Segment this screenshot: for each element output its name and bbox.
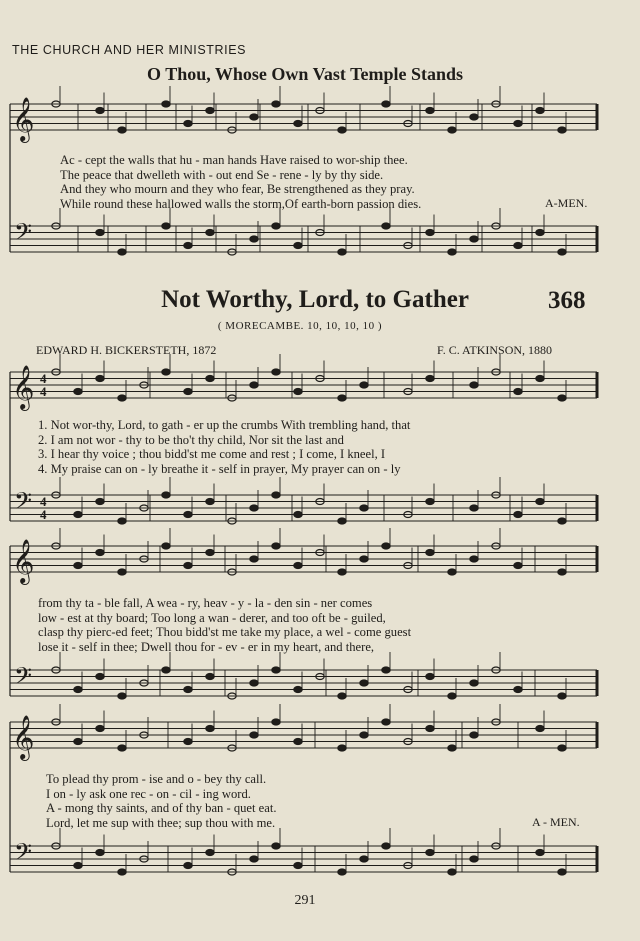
note-head <box>206 230 214 236</box>
hymn2-system3-verses <box>46 772 277 830</box>
note-head <box>162 223 170 229</box>
note-head <box>272 719 280 725</box>
hymn2-verse-line: A - mong thy saints, and of thy ban - quet eat. <box>46 801 277 815</box>
note-head <box>118 127 126 133</box>
note-head <box>250 556 258 562</box>
note-head <box>294 739 302 745</box>
hymn2-verse-line: clasp thy pierc-ed feet; Thou bidd'st me take my place, a wel - come guest <box>38 625 412 639</box>
note-head <box>184 863 192 869</box>
note-head <box>162 543 170 549</box>
note-head <box>382 667 390 673</box>
hymn2-verse-line: 2. I am not wor - thy to be tho't thy child, Nor sit the last and <box>38 432 344 447</box>
hymn1-verse-2: The peace that dwelleth with - out end Se - rene - ly by thy side. <box>60 167 384 182</box>
hymn2-amen: A - MEN. <box>532 815 580 829</box>
note-head <box>426 674 434 680</box>
note-head <box>96 230 104 236</box>
note-head <box>536 108 544 114</box>
treble-clef-icon: 𝄞 <box>12 715 35 759</box>
note-head <box>426 108 434 114</box>
note-head <box>184 121 192 127</box>
note-head <box>470 382 478 388</box>
note-head <box>294 121 302 127</box>
hymn1-verse-1: Ac - cept the walls that hu - man hands Have raised to wor-ship thee. <box>60 153 408 167</box>
note-head <box>118 693 126 699</box>
note-head <box>338 745 346 751</box>
note-head <box>470 236 478 242</box>
note-head <box>250 114 258 120</box>
time-signature: 4 <box>40 507 47 522</box>
hymn1-verse-4: While round these hallowed walls the storm,Of earth-born passion dies. <box>60 196 422 211</box>
hymn2-system1-verses <box>38 418 410 476</box>
note-head <box>558 127 566 133</box>
note-head <box>162 492 170 498</box>
note-head <box>206 674 214 680</box>
note-head <box>448 693 456 699</box>
note-head <box>514 121 522 127</box>
note-head <box>360 856 368 862</box>
note-head <box>118 569 126 575</box>
note-head <box>294 243 302 249</box>
note-head <box>250 732 258 738</box>
note-head <box>184 512 192 518</box>
note-head <box>360 505 368 511</box>
note-head <box>96 726 104 732</box>
note-head <box>162 667 170 673</box>
note-head <box>118 518 126 524</box>
note-head <box>470 505 478 511</box>
note-head <box>272 667 280 673</box>
hymn2-verse-line: To plead thy prom - ise and o - bey thy call. <box>46 772 267 786</box>
hymn2-verse-line: Lord, let me sup with thee; sup thou with me. <box>46 815 276 830</box>
note-head <box>272 369 280 375</box>
note-head <box>448 569 456 575</box>
note-head <box>470 114 478 120</box>
note-head <box>448 249 456 255</box>
time-signature: 4 <box>40 384 47 399</box>
note-head <box>74 389 82 395</box>
note-head <box>426 850 434 856</box>
note-head <box>250 382 258 388</box>
note-head <box>74 687 82 693</box>
hymn2-verse-line: low - est at thy board; Too long a wan - derer, and too oft be - guiled, <box>38 610 386 625</box>
note-head <box>294 563 302 569</box>
bass-clef-icon: 𝄢 <box>14 838 33 871</box>
note-head <box>470 556 478 562</box>
note-head <box>426 230 434 236</box>
note-head <box>360 680 368 686</box>
time-signature: 4 <box>40 494 47 509</box>
hymn1-title: O Thou, Whose Own Vast Temple Stands <box>147 64 463 84</box>
note-head <box>272 492 280 498</box>
tune-name: ( MORECAMBE. 10, 10, 10, 10 ) <box>217 320 383 332</box>
note-head <box>250 680 258 686</box>
hymn2-title: Not Worthy, Lord, to Gather <box>161 286 469 313</box>
note-head <box>382 719 390 725</box>
note-head <box>448 127 456 133</box>
note-head <box>426 376 434 382</box>
note-head <box>96 376 104 382</box>
note-head <box>470 856 478 862</box>
note-head <box>118 869 126 875</box>
treble-clef-icon: 𝄞 <box>12 97 35 141</box>
composer-credit: F. C. ATKINSON, 1880 <box>437 343 553 357</box>
note-head <box>74 512 82 518</box>
hymn2-verse-line: I on - ly ask one rec - on - cil - ing word. <box>46 786 251 801</box>
note-head <box>206 726 214 732</box>
note-head <box>184 389 192 395</box>
note-head <box>536 230 544 236</box>
note-head <box>360 556 368 562</box>
note-head <box>558 869 566 875</box>
note-head <box>338 395 346 401</box>
note-head <box>118 395 126 401</box>
hymn2-verse-line: 4. My praise can on - ly breathe it - self in prayer, My prayer can on - ly <box>38 461 401 476</box>
note-head <box>206 850 214 856</box>
note-head <box>558 569 566 575</box>
note-head <box>426 499 434 505</box>
note-head <box>536 499 544 505</box>
note-head <box>360 382 368 388</box>
note-head <box>558 518 566 524</box>
note-head <box>206 499 214 505</box>
note-head <box>294 687 302 693</box>
note-head <box>272 843 280 849</box>
note-head <box>118 249 126 255</box>
note-head <box>272 543 280 549</box>
note-head <box>206 108 214 114</box>
note-head <box>184 687 192 693</box>
note-head <box>118 745 126 751</box>
note-head <box>74 739 82 745</box>
note-head <box>536 726 544 732</box>
hymn2-verse-line: 3. I hear thy voice ; thou bidd'st me come and rest ; I come, I kneel, I <box>38 447 386 461</box>
hymn-number: 368 <box>548 287 586 314</box>
note-head <box>74 863 82 869</box>
note-head <box>470 680 478 686</box>
note-head <box>250 856 258 862</box>
note-head <box>558 395 566 401</box>
note-head <box>162 369 170 375</box>
note-head <box>96 850 104 856</box>
note-head <box>96 674 104 680</box>
note-head <box>294 863 302 869</box>
bass-clef-icon: 𝄢 <box>14 662 33 695</box>
hymn2-verse-line: from thy ta - ble fall, A wea - ry, heav - y - la - den sin - ner comes <box>38 596 373 610</box>
hymn2-verse-line: lose it - self in thee; Dwell thou for - ev - er in my heart, and there, <box>38 639 375 654</box>
note-head <box>448 869 456 875</box>
note-head <box>514 563 522 569</box>
note-head <box>514 687 522 693</box>
note-head <box>184 243 192 249</box>
note-head <box>338 869 346 875</box>
note-head <box>558 249 566 255</box>
note-head <box>96 108 104 114</box>
hymn2-system2-verses <box>38 596 411 654</box>
note-head <box>426 726 434 732</box>
note-head <box>382 101 390 107</box>
bass-clef-icon: 𝄢 <box>14 218 33 251</box>
note-head <box>558 745 566 751</box>
note-head <box>272 223 280 229</box>
note-head <box>514 389 522 395</box>
note-head <box>558 693 566 699</box>
note-head <box>206 550 214 556</box>
note-head <box>96 550 104 556</box>
hymn1-verses <box>60 153 421 211</box>
note-head <box>96 499 104 505</box>
note-head <box>536 376 544 382</box>
note-head <box>206 376 214 382</box>
note-head <box>338 693 346 699</box>
note-head <box>382 843 390 849</box>
note-head <box>470 732 478 738</box>
note-head <box>426 550 434 556</box>
note-head <box>294 512 302 518</box>
note-head <box>250 236 258 242</box>
section-title: THE CHURCH AND HER MINISTRIES <box>12 43 247 57</box>
note-head <box>382 543 390 549</box>
note-head <box>514 512 522 518</box>
note-head <box>184 563 192 569</box>
note-head <box>360 732 368 738</box>
note-head <box>272 101 280 107</box>
note-head <box>536 850 544 856</box>
note-head <box>250 505 258 511</box>
hymn1-amen: A-MEN. <box>545 196 588 210</box>
time-signature: 4 <box>40 371 47 386</box>
note-head <box>448 745 456 751</box>
note-head <box>162 101 170 107</box>
hymn1-verse-3: And they who mourn and they who fear, Be strengthened as they pray. <box>60 182 415 196</box>
page-number: 291 <box>294 893 316 908</box>
hymn2-verse-line: 1. Not wor-thy, Lord, to gath - er up the crumbs With trembling hand, that <box>38 418 411 432</box>
note-head <box>514 243 522 249</box>
note-head <box>184 739 192 745</box>
treble-clef-icon: 𝄞 <box>12 539 35 583</box>
bass-clef-icon: 𝄢 <box>14 487 33 520</box>
note-head <box>74 563 82 569</box>
treble-clef-icon: 𝄞 <box>12 365 35 409</box>
note-head <box>338 127 346 133</box>
note-head <box>338 249 346 255</box>
note-head <box>338 569 346 575</box>
author-credit: EDWARD H. BICKERSTETH, 1872 <box>36 343 217 357</box>
note-head <box>338 518 346 524</box>
note-head <box>382 223 390 229</box>
note-head <box>294 389 302 395</box>
